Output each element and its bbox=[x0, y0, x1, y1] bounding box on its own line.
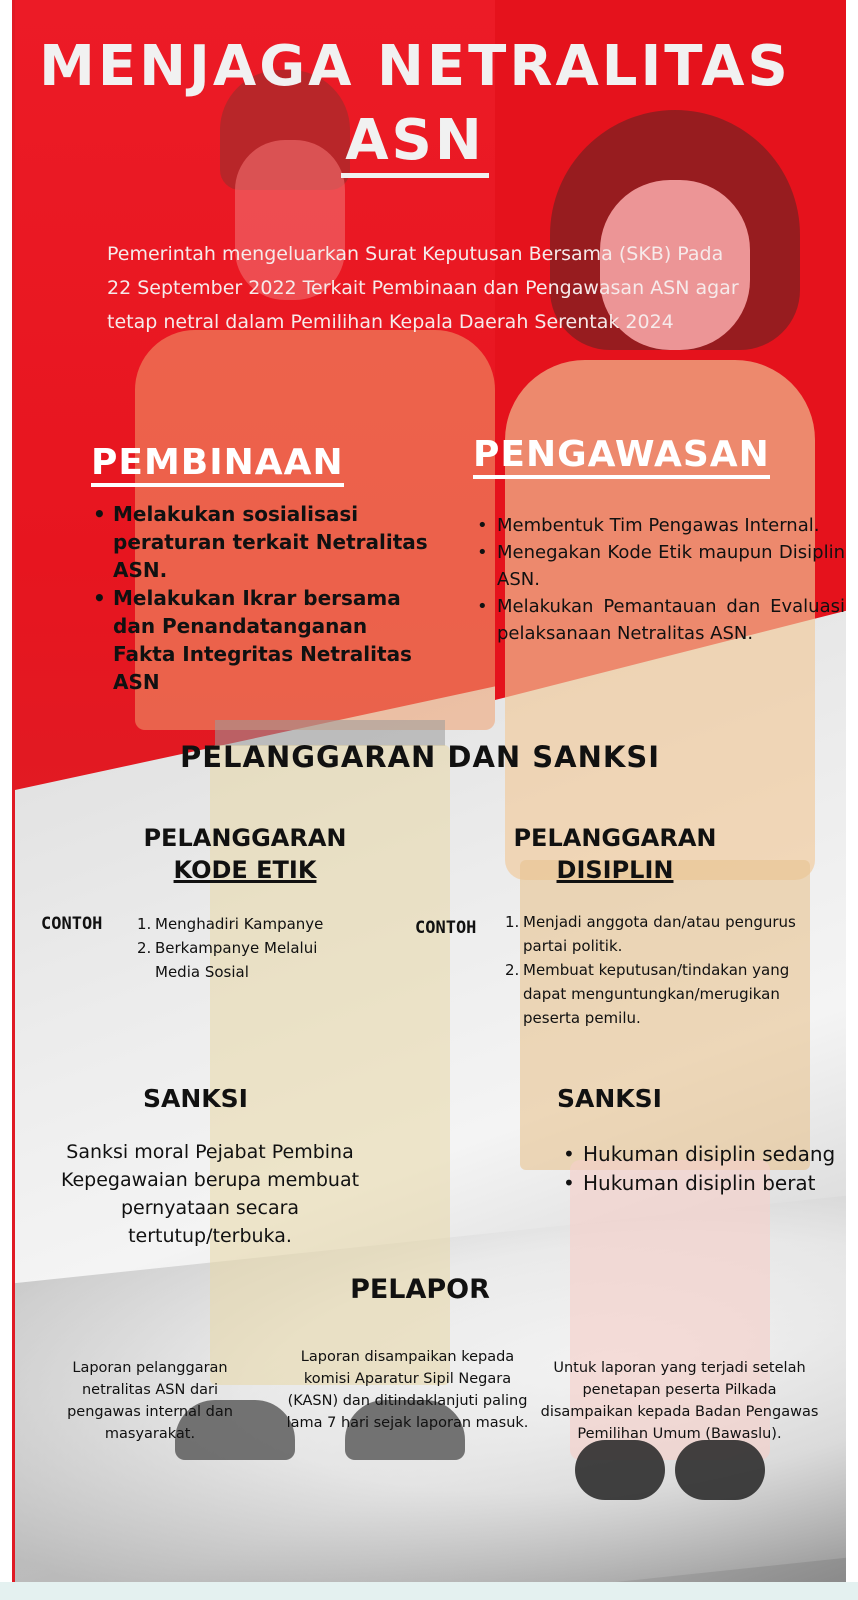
list-item: • Melakukan Pemantauan dan Evaluasi pelaksanaan Netralitas ASN. bbox=[475, 593, 845, 647]
pengawasan-heading bbox=[473, 434, 770, 475]
list-item: • Melakukan sosialisasi peraturan terkait Netralitas ASN. bbox=[91, 500, 431, 584]
list-item: • Menegakan Kode Etik maupun Disiplin ASN. bbox=[475, 539, 845, 593]
pembinaan-heading-text: PEMBINAAN bbox=[91, 442, 344, 487]
item-text: Menghadiri Kampanye bbox=[155, 915, 324, 933]
disiplin-heading-line2: DISIPLIN bbox=[556, 856, 674, 884]
item-text: Berkampanye Melalui Media Sosial bbox=[155, 939, 318, 981]
sanksi-heading-disiplin: SANKSI bbox=[557, 1084, 662, 1113]
contoh-label: CONTOH bbox=[41, 914, 103, 934]
woman-shoe-icon bbox=[575, 1440, 665, 1500]
page-title-asn: ASN bbox=[341, 108, 489, 178]
item-number: 2. bbox=[137, 939, 152, 957]
list-item bbox=[137, 912, 367, 936]
contoh-label: CONTOH bbox=[415, 918, 477, 938]
page-title-line1: MENJAGA NETRALITAS bbox=[39, 34, 791, 99]
infographic-poster bbox=[12, 0, 846, 1582]
page-title-line2 bbox=[15, 108, 815, 173]
list-item bbox=[137, 936, 367, 984]
list-item: • Hukuman disiplin sedang bbox=[561, 1140, 846, 1169]
item-number: 1. bbox=[505, 913, 520, 931]
pengawasan-list bbox=[475, 512, 845, 647]
list-item: • Melakukan Ikrar bersama dan Penandatanganan Fakta Integritas Netralitas ASN bbox=[91, 584, 431, 696]
item-text: Menjadi anggota dan/atau pengurus partai politik. bbox=[523, 913, 796, 955]
sanksi-heading-kode-etik: SANKSI bbox=[143, 1084, 248, 1113]
pembinaan-list bbox=[91, 500, 431, 696]
woman-shoe-icon bbox=[675, 1440, 765, 1500]
report-kasn-text: Laporan disampaikan kepada komisi Aparatur Sipil Negara (KASN) dan ditindaklanjuti paling lama 7 hari sejak laporan masuk. bbox=[286, 1349, 529, 1431]
intro-paragraph: Pemerintah mengeluarkan Surat Keputusan Bersama (SKB) Pada 22 September 2022 Terkait Pembinaan dan Pengawasan ASN agar tetap netral dalam Pemilihan Kepala Daerah Serentak 2024 bbox=[107, 243, 739, 333]
list-item: • Hukuman disiplin berat bbox=[561, 1169, 846, 1198]
item-text: Membuat keputusan/tindakan yang dapat menguntungkan/merugikan peserta pemilu. bbox=[523, 961, 790, 1027]
list-item bbox=[505, 910, 805, 958]
pelapor-heading: PELAPOR bbox=[350, 1274, 490, 1305]
pelanggaran-sanksi-heading: PELANGGARAN DAN SANKSI bbox=[179, 740, 661, 774]
kode-etik-heading-line2: KODE ETIK bbox=[173, 856, 317, 884]
disiplin-heading bbox=[485, 822, 745, 886]
sanksi-disiplin-list bbox=[561, 1140, 846, 1198]
disiplin-examples bbox=[505, 910, 805, 1030]
report-internal-text: Laporan pelanggaran netralitas ASN dari pengawas internal dan masyarakat. bbox=[67, 1360, 233, 1442]
report-bawaslu-text: Untuk laporan yang terjadi setelah penetapan peserta Pilkada disampaikan kepada Badan Pengawas Pemilihan Umum (Bawaslu). bbox=[540, 1360, 819, 1442]
kode-etik-examples bbox=[137, 912, 367, 984]
pengawasan-heading-text: PENGAWASAN bbox=[473, 434, 770, 479]
list-item bbox=[505, 958, 805, 1030]
disiplin-heading-line1: PELANGGARAN bbox=[513, 824, 717, 852]
bottom-strip bbox=[0, 1582, 858, 1600]
kode-etik-heading bbox=[115, 822, 375, 886]
item-number: 2. bbox=[505, 961, 520, 979]
kode-etik-heading-line1: PELANGGARAN bbox=[143, 824, 347, 852]
pembinaan-heading bbox=[91, 442, 344, 483]
list-item: • Membentuk Tim Pengawas Internal. bbox=[475, 512, 845, 539]
item-number: 1. bbox=[137, 915, 152, 933]
sanksi-kode-etik-text: Sanksi moral Pejabat Pembina Kepegawaian berupa membuat pernyataan secara tertutup/terbuka. bbox=[60, 1141, 360, 1247]
